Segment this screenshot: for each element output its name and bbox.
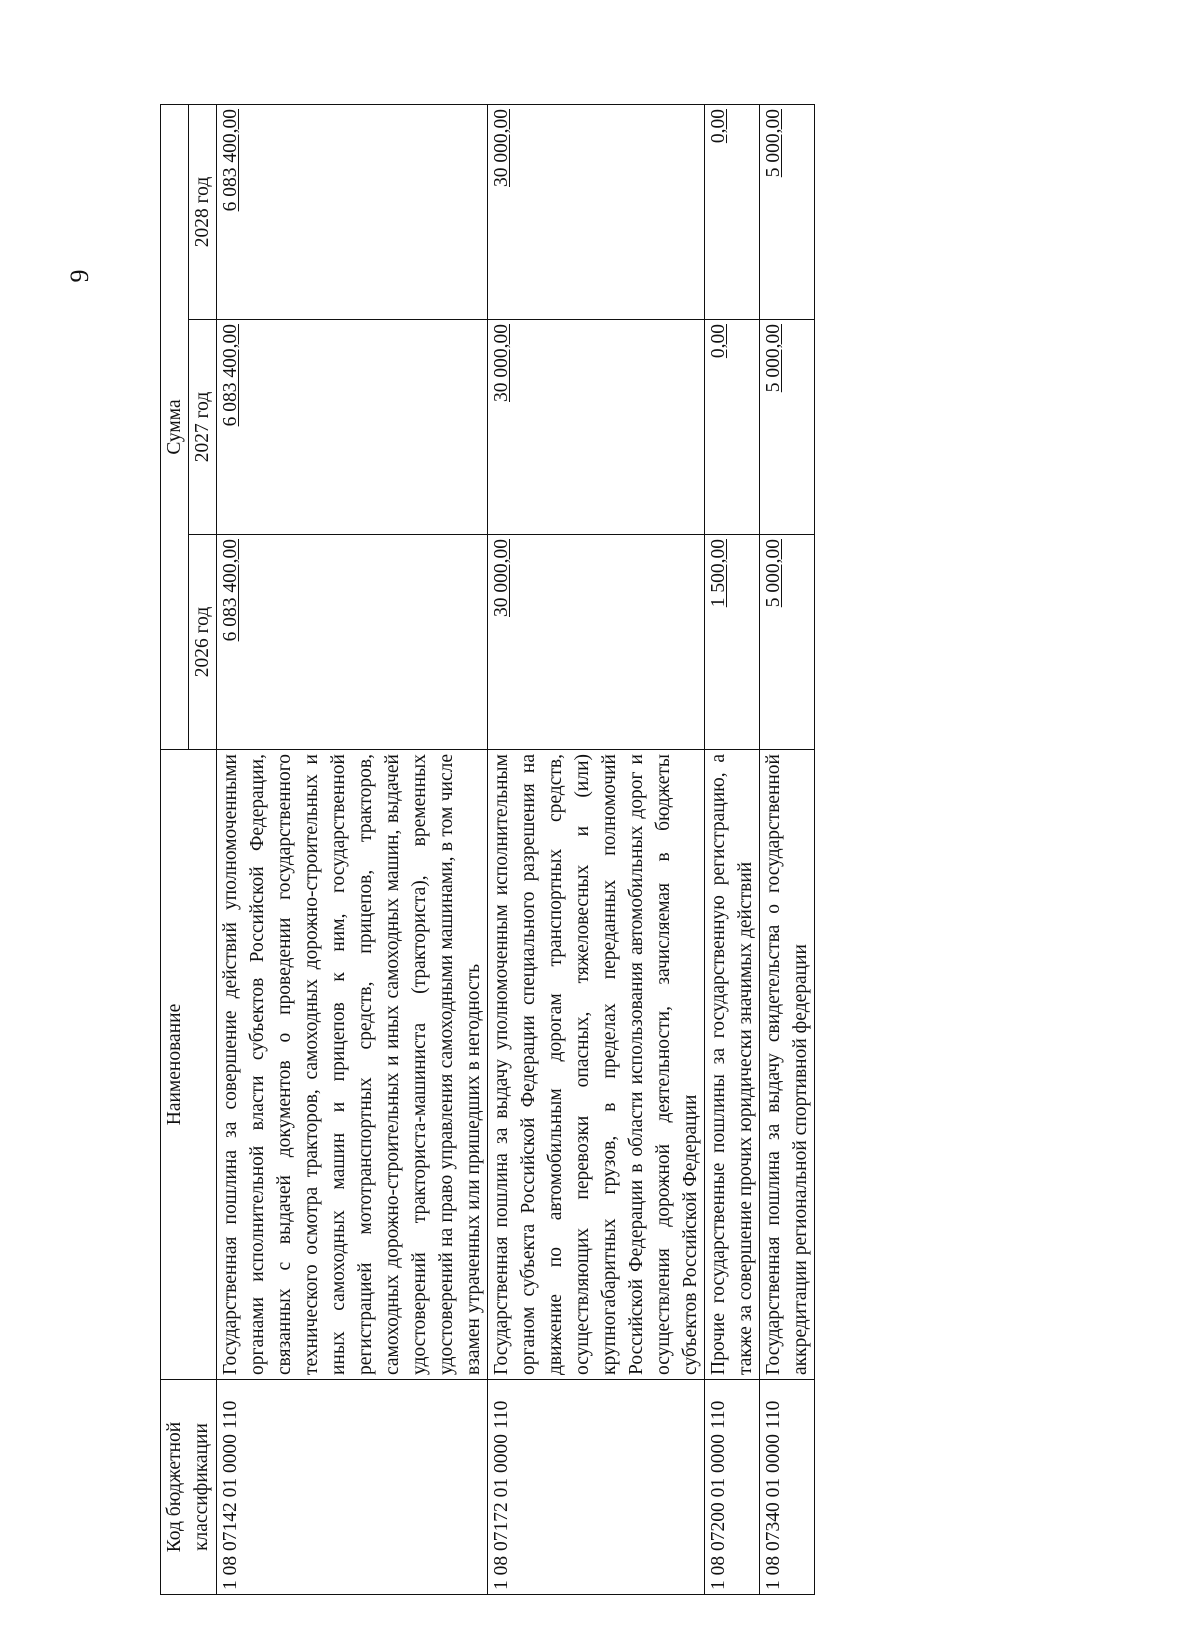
table-row: [217, 105, 488, 1595]
header-year-2026: 2026 год: [189, 535, 217, 750]
row-amount-2026: 5 000,00: [760, 535, 815, 750]
row-code: 1 08 07340 01 0000 110: [760, 1380, 815, 1595]
row-amount-2026: 6 083 400,00: [217, 535, 488, 750]
page-number: 9: [65, 269, 94, 283]
header-name: Наименование: [161, 750, 217, 1380]
row-name: Прочие государственные пошлины за государственную регистрацию, а также за совершение прочих юридически значимых действий: [705, 750, 760, 1380]
table-row: [705, 105, 760, 1595]
table-row: [488, 105, 705, 1595]
row-amount-2027: 6 083 400,00: [217, 320, 488, 535]
budget-revenue-table: [160, 104, 815, 1595]
row-amount-2027: 30 000,00: [488, 320, 705, 535]
row-amount-2026: 30 000,00: [488, 535, 705, 750]
row-name: Государственная пошлина за выдачу свидетельства о государственной аккредитации региональной спортивной федерации: [760, 750, 815, 1380]
header-year-2027: 2027 год: [189, 320, 217, 535]
header-sum: Сумма: [161, 105, 189, 750]
row-amount-2028: 5 000,00: [760, 105, 815, 320]
row-amount-2028: 6 083 400,00: [217, 105, 488, 320]
row-name: Государственная пошлина за совершение действий уполномоченными органами исполнительной власти субъектов Российской Федерации, связанных с выдачей документов о проведении государственного технического осмотра тракторов, самоходных дорожно-строительных и иных самоходных машин и прицепов к ним, государственной регистрацией мототранспортных средств, прицепов, тракторов, самоходных дорожно-строительных и иных самоходных машин, выдачей удостоверений тракториста-машиниста (тракториста), временных удостоверений на право управления самоходными машинами, в том числе взамен утраченных или пришедших в негодность: [217, 750, 488, 1380]
row-code: 1 08 07172 01 0000 110: [488, 1380, 705, 1595]
row-amount-2028: 0,00: [705, 105, 760, 320]
row-code: 1 08 07142 01 0000 110: [217, 1380, 488, 1595]
header-year-2028: 2028 год: [189, 105, 217, 320]
row-amount-2027: 5 000,00: [760, 320, 815, 535]
rotated-table-container: [160, 105, 815, 1595]
table-row: [760, 105, 815, 1595]
row-name: Государственная пошлина за выдачу уполномоченным исполнительным органом субъекта Российской Федерации специального разрешения на движение по автомобильным дорогам транспортных средств, осуществляющих перевозки опасных, тяжеловесных и (или) крупногабаритных грузов, в пределах переданных полномочий Российской Федерации в области использования автомобильных дорог и осуществления дорожной деятельности, зачисляемая в бюджеты субъектов Российской Федерации: [488, 750, 705, 1380]
row-amount-2027: 0,00: [705, 320, 760, 535]
row-amount-2026: 1 500,00: [705, 535, 760, 750]
row-amount-2028: 30 000,00: [488, 105, 705, 320]
row-code: 1 08 07200 01 0000 110: [705, 1380, 760, 1595]
header-code: Код бюджетной классификации: [161, 1380, 217, 1595]
table-header-row: [161, 105, 189, 1595]
